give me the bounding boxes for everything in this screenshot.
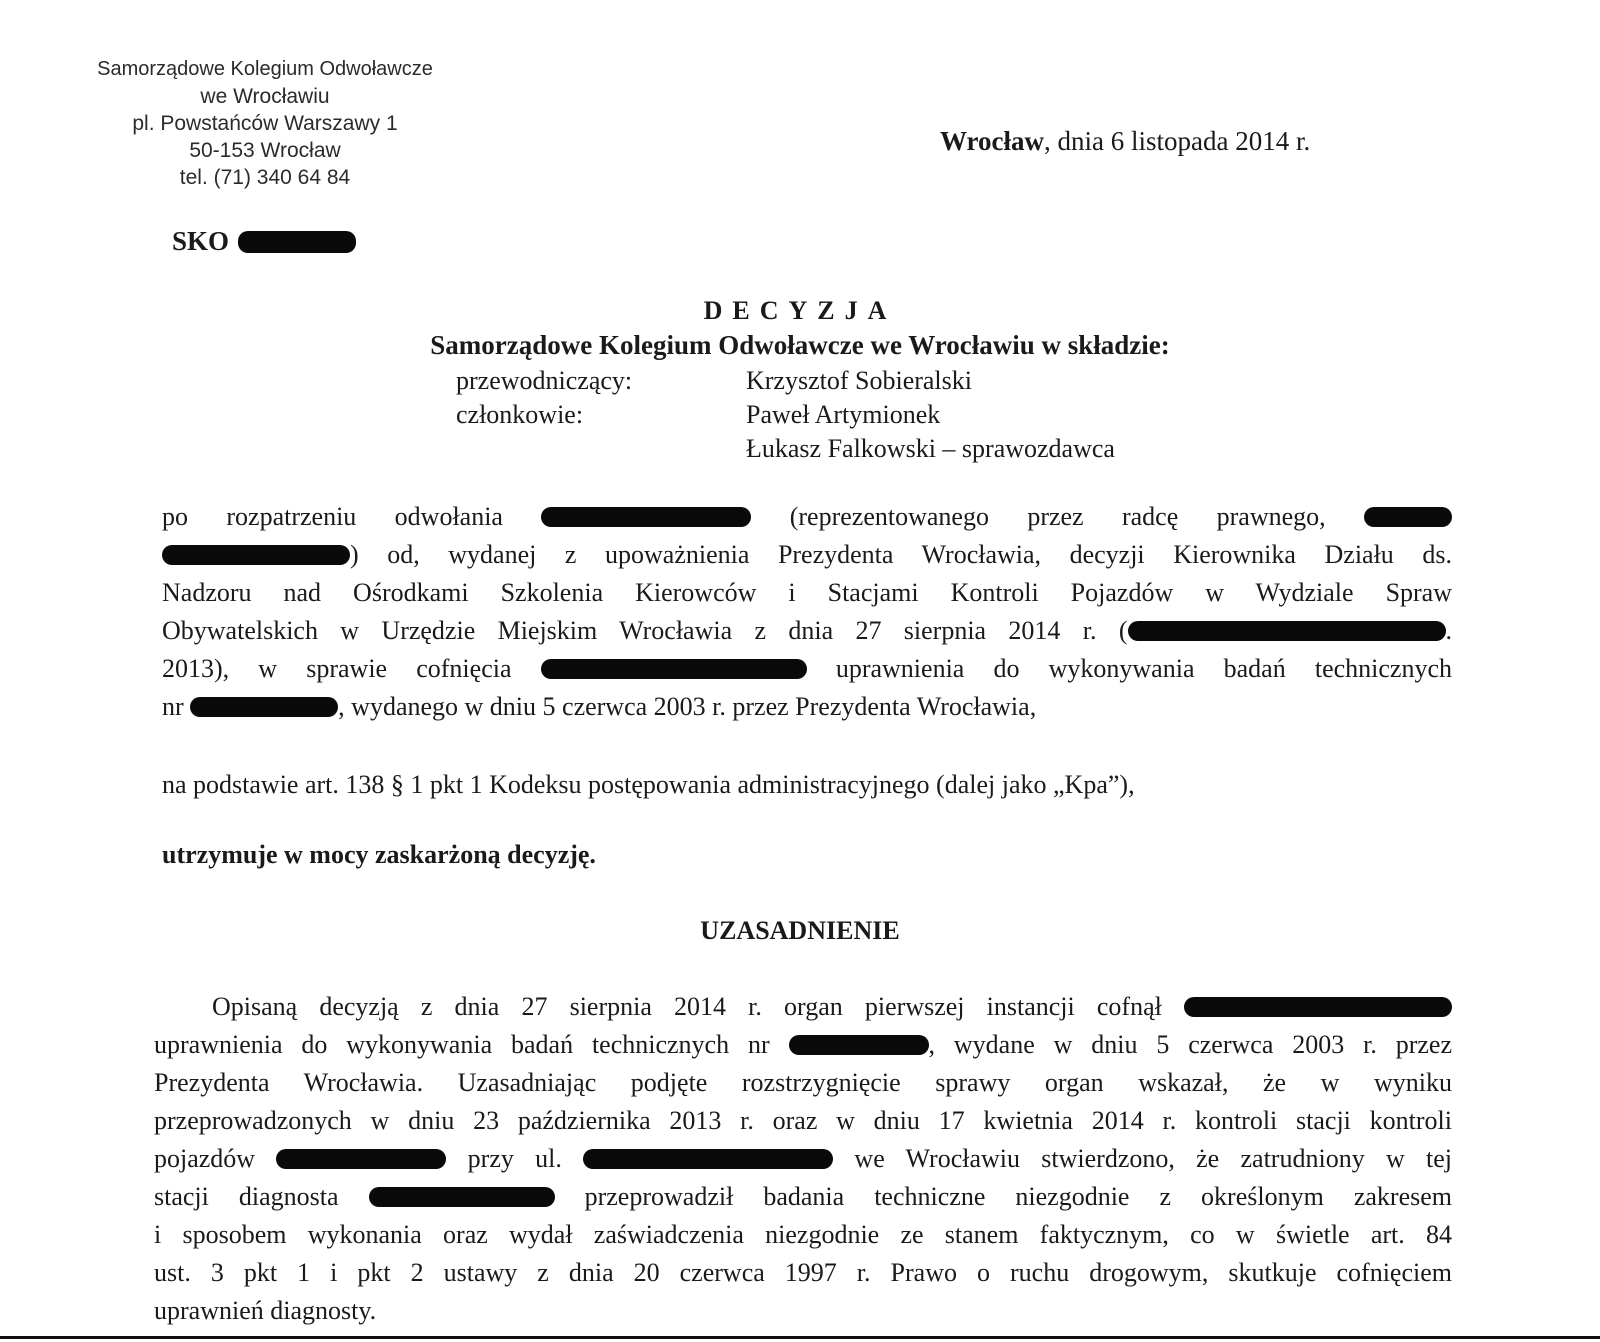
redaction-mark bbox=[276, 1149, 446, 1169]
stamp-line: pl. Powstańców Warszawy 1 bbox=[132, 112, 398, 135]
text-line: ust. 3 pkt 1 i pkt 2 ustawy z dnia 20 czerwca 1997 r. Prawo o ruchu drogowym, skutkuje cofnięciem bbox=[154, 1258, 1452, 1287]
text-line bbox=[162, 650, 1452, 688]
text-line bbox=[162, 498, 1452, 536]
text-run: Opisaną decyzją z dnia 27 sierpnia 2014 r. organ pierwszej instancji cofnął bbox=[212, 992, 1162, 1021]
text-run: uprawnienia do wykonywania badań technicznych nr bbox=[154, 1030, 770, 1059]
stamp-line: Samorządowe Kolegium Odwoławcze bbox=[97, 58, 433, 80]
decision-title: DECYZJA bbox=[703, 296, 897, 325]
text-run: pojazdów bbox=[154, 1144, 256, 1173]
redaction-mark bbox=[238, 231, 356, 253]
member-name: Paweł Artymionek bbox=[746, 400, 941, 429]
reference-prefix: SKO bbox=[172, 226, 230, 256]
member-role: przewodniczący: bbox=[456, 366, 633, 395]
redaction-mark bbox=[541, 507, 751, 527]
text-line: uprawnień diagnosty. bbox=[154, 1296, 377, 1325]
stamp-line: 50-153 Wrocław bbox=[189, 139, 341, 162]
redaction-mark bbox=[1128, 621, 1446, 641]
text-line: Prezydenta Wrocławia. Uzasadniając podjęte rozstrzygnięcie sprawy organ wskazał, że w wyniku bbox=[154, 1068, 1452, 1097]
date-text: , dnia 6 listopada 2014 r. bbox=[1044, 126, 1311, 156]
text-run: stacji diagnosta bbox=[154, 1182, 339, 1211]
member-role: członkowie: bbox=[456, 400, 584, 429]
text-line bbox=[154, 1178, 1452, 1216]
legal-basis: na podstawie art. 138 § 1 pkt 1 Kodeksu postępowania administracyjnego (dalej jako „Kpa”), bbox=[162, 770, 1135, 799]
member-name: Krzysztof Sobieralski bbox=[746, 366, 973, 395]
redaction-mark bbox=[541, 659, 807, 679]
text-run: po rozpatrzeniu odwołania bbox=[162, 502, 503, 531]
text-run: Obywatelskich w Urzędzie Miejskim Wrocławia z dnia 27 sierpnia 2014 r. ( bbox=[162, 616, 1128, 645]
redaction-mark bbox=[583, 1149, 833, 1169]
panel-members bbox=[456, 364, 1115, 466]
text-line bbox=[162, 536, 1452, 574]
composition-heading: Samorządowe Kolegium Odwoławcze we Wrocławiu w składzie: bbox=[430, 330, 1170, 360]
text-line: Nadzoru nad Ośrodkami Szkolenia Kierowców i Stacjami Kontroli Pojazdów w Wydziale Spraw bbox=[162, 578, 1452, 607]
redaction-mark bbox=[369, 1187, 555, 1207]
member-row bbox=[456, 398, 1115, 432]
text-line bbox=[154, 988, 1452, 1026]
redaction-mark bbox=[1364, 507, 1452, 527]
stamp-line: we Wrocławiu bbox=[200, 85, 330, 108]
member-name: Łukasz Falkowski – sprawozdawca bbox=[746, 434, 1115, 463]
member-row bbox=[456, 432, 1115, 466]
appeal-paragraph bbox=[162, 498, 1452, 726]
text-line bbox=[154, 1026, 1452, 1064]
text-run: nr bbox=[162, 692, 184, 721]
office-stamp bbox=[60, 56, 470, 191]
page-edge-line bbox=[0, 1336, 1600, 1339]
member-role bbox=[456, 432, 746, 466]
stamp-line: tel. (71) 340 64 84 bbox=[179, 166, 351, 189]
member-row bbox=[456, 364, 1115, 398]
text-line bbox=[162, 688, 1452, 726]
redaction-mark bbox=[190, 697, 338, 717]
redaction-mark bbox=[789, 1035, 929, 1055]
document-date bbox=[940, 126, 1310, 157]
text-run: , wydanego w dniu 5 czerwca 2003 r. przez Prezydenta Wrocławia, bbox=[338, 692, 1037, 721]
justification-title: UZASADNIENIE bbox=[700, 916, 900, 945]
justification-paragraph bbox=[154, 988, 1452, 1330]
text-run: uprawnienia do wykonywania badań technicznych bbox=[835, 654, 1453, 683]
redaction-mark bbox=[162, 545, 350, 565]
ruling: utrzymuje w mocy zaskarżoną decyzję. bbox=[162, 840, 596, 869]
text-run: przeprowadził badania techniczne niezgodnie z określonym zakresem bbox=[584, 1182, 1452, 1211]
text-run: 2013), w sprawie cofnięcia bbox=[162, 654, 512, 683]
text-line: i sposobem wykonania oraz wydał zaświadczenia niezgodnie ze stanem faktycznym, co w świetle art. 84 bbox=[154, 1220, 1452, 1249]
redaction-mark bbox=[1184, 997, 1452, 1017]
date-city: Wrocław bbox=[940, 126, 1044, 156]
reference-number bbox=[172, 226, 356, 257]
text-line: Obywatelskich w Urzędzie Miejskim Wrocławia z dnia 27 sierpnia 2014 r. ( . bbox=[162, 616, 1452, 645]
text-run: (reprezentowanego przez radcę prawnego, bbox=[789, 502, 1326, 531]
text-run: ) od, wydanej z upoważnienia Prezydenta Wrocławia, decyzji Kierownika Działu ds. bbox=[350, 540, 1452, 569]
text-run: , wydane w dniu 5 czerwca 2003 r. przez bbox=[928, 1030, 1452, 1059]
text-line: przeprowadzonych w dniu 23 października 2013 r. oraz w dniu 17 kwietnia 2014 r. kontroli stacji kontroli bbox=[154, 1106, 1452, 1135]
text-run: we Wrocławiu stwierdzono, że zatrudniony w tej bbox=[854, 1144, 1453, 1173]
text-run: przy ul. bbox=[467, 1144, 562, 1173]
text-line bbox=[154, 1140, 1452, 1178]
